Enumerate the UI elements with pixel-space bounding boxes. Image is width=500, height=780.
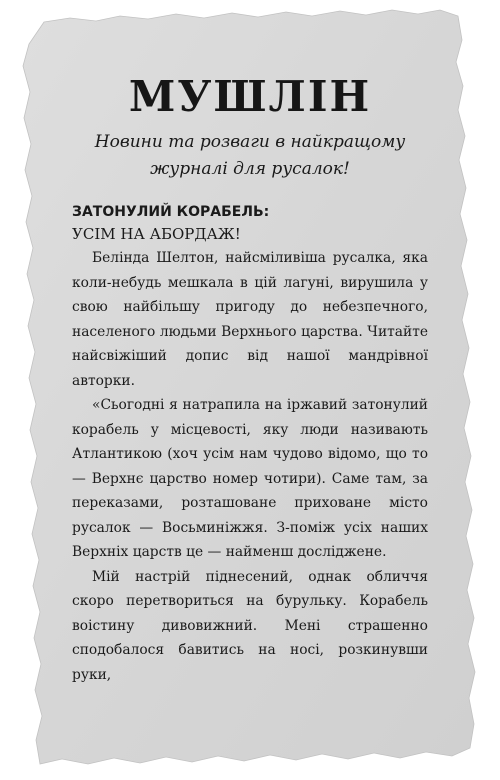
article-paragraph: Белінда Шелтон, найсміливіша русалка, яка коли-небудь мешкала в цій лагуні, вирушила у свою найбільшу пригоду до небезпечного, населеного людьми Верхнього царства. Читайте найсвіжіший допис від нашої мандрівної авторки. — [72, 250, 428, 389]
article-paragraph: «Сьогодні я натрапила на іржавий затонулий корабель у місцевості, яку люди називають Атлантикою (хоч усім нам чудово відомо, що то — Верхнє царство номер чотири). Саме там, за переказами, розташоване приховане місто русалок — Восьминіжжя. З-поміж усіх наших Верхніх царств це — найменш досліджене. — [72, 397, 428, 560]
article-paragraph: Мій настрій піднесений, однак обличчя скоро перетвориться на бурульку. Корабель воістину дивовижний. Мені страшенно сподобалося бавитись на носі, розкинувши руки, — [72, 568, 428, 683]
magazine-tagline: Новини та розваги в найкращому журналі для русалок! — [94, 132, 406, 179]
magazine-title: МУШЛІН — [128, 72, 372, 121]
article-subheadline: УСІМ НА АБОРДАЖ! — [72, 225, 241, 243]
article-headline: ЗАТОНУЛИЙ КОРАБЕЛЬ: — [72, 204, 270, 220]
page-content — [72, 62, 428, 687]
article — [72, 201, 428, 687]
